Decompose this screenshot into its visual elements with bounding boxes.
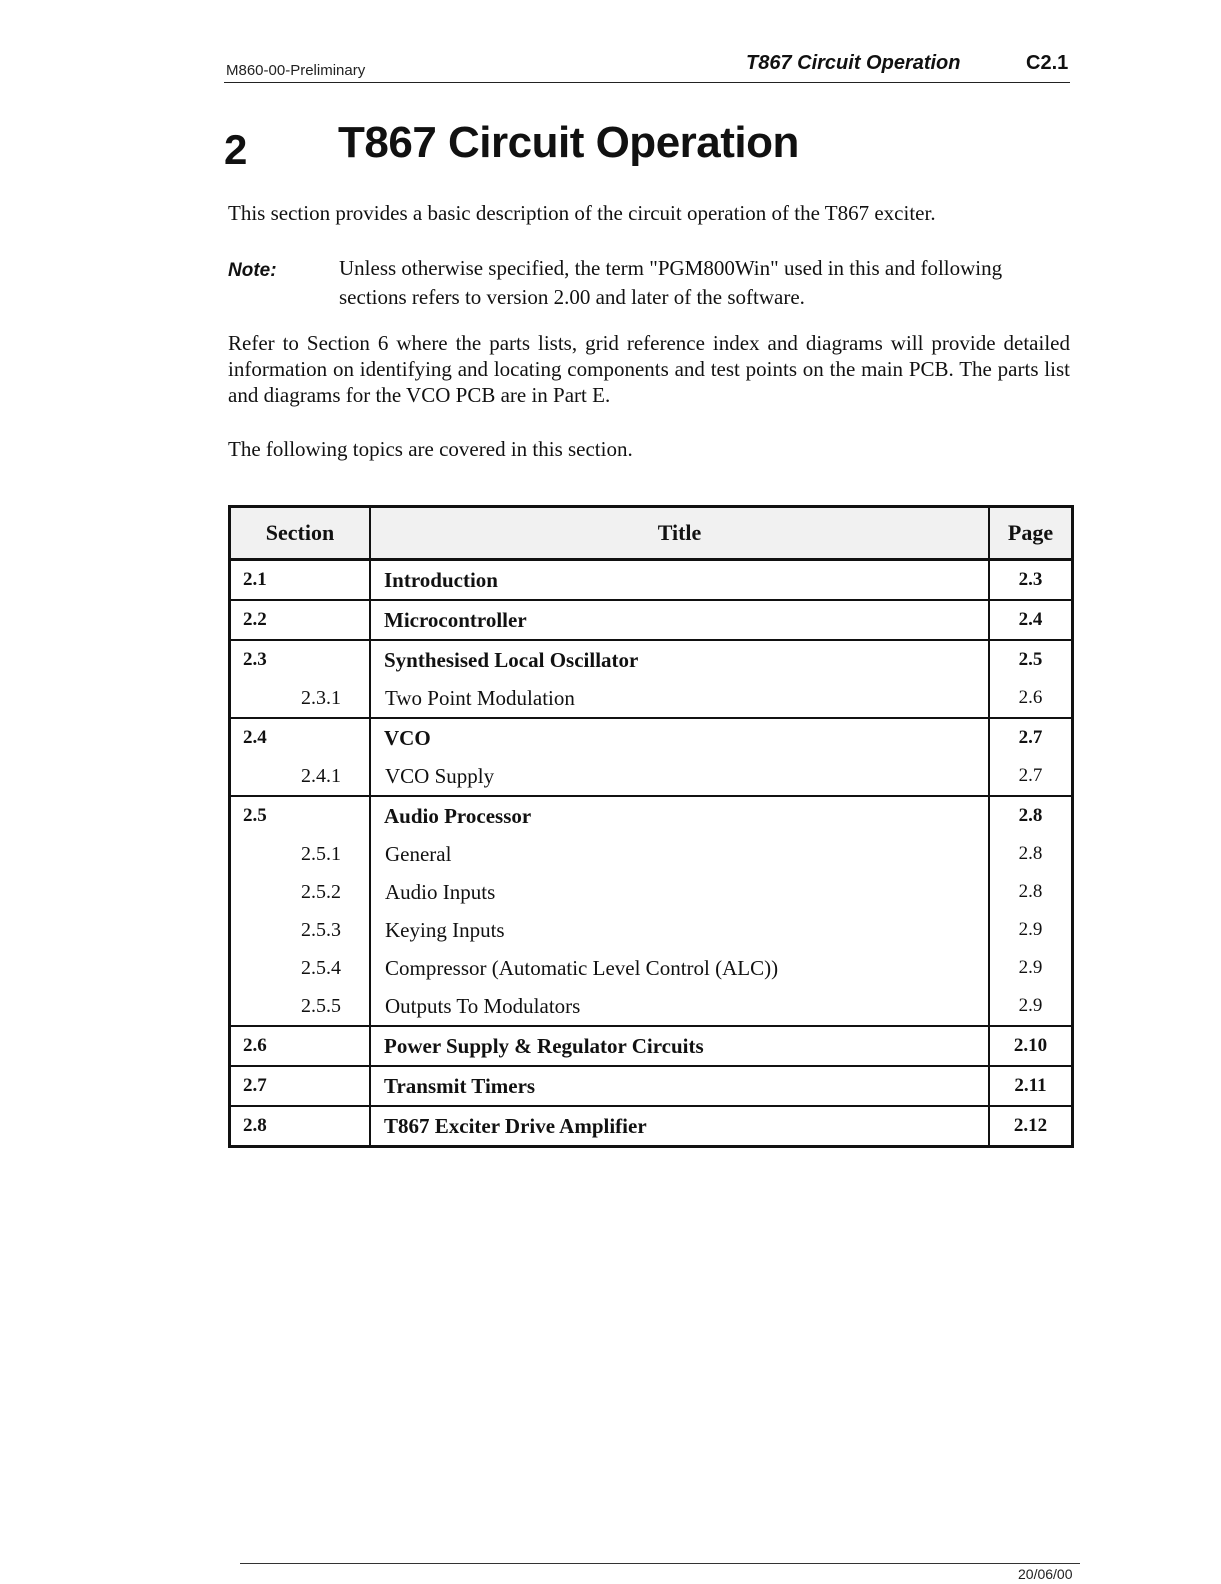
section-title-cell: Audio Processor bbox=[370, 796, 989, 835]
table-row bbox=[230, 679, 1073, 718]
table-row bbox=[230, 600, 1073, 640]
page-number-cell: 2.12 bbox=[989, 1106, 1073, 1147]
table-row bbox=[230, 949, 1073, 987]
page-number-cell: 2.8 bbox=[989, 873, 1073, 911]
section-title-cell: VCO Supply bbox=[370, 757, 989, 796]
section-number-cell: 2.5.5 bbox=[230, 987, 371, 1026]
chapter-title: T867 Circuit Operation bbox=[338, 118, 799, 167]
section-title-cell: Two Point Modulation bbox=[370, 679, 989, 718]
page-number-cell: 2.7 bbox=[989, 718, 1073, 757]
section-title-cell: Transmit Timers bbox=[370, 1066, 989, 1106]
table-header-row bbox=[230, 507, 1073, 560]
section-title-cell: Synthesised Local Oscillator bbox=[370, 640, 989, 679]
section-title-cell: General bbox=[370, 835, 989, 873]
chapter-number: 2 bbox=[224, 126, 248, 173]
section-title-cell: Keying Inputs bbox=[370, 911, 989, 949]
section-number-cell: 2.5.4 bbox=[230, 949, 371, 987]
section-number-cell: 2.2 bbox=[230, 600, 371, 640]
section-title-cell: Compressor (Automatic Level Control (ALC)) bbox=[370, 949, 989, 987]
toc-group bbox=[230, 718, 1073, 796]
section-number-cell: 2.4.1 bbox=[230, 757, 371, 796]
page-reference: C2.1 bbox=[1026, 52, 1069, 74]
toc-group bbox=[230, 1066, 1073, 1106]
section-number-cell: 2.3 bbox=[230, 640, 371, 679]
page-number-cell: 2.10 bbox=[989, 1026, 1073, 1066]
page-number-cell: 2.5 bbox=[989, 640, 1073, 679]
toc-group bbox=[230, 600, 1073, 640]
page-number-cell: 2.8 bbox=[989, 796, 1073, 835]
section-title-cell: Power Supply & Regulator Circuits bbox=[370, 1026, 989, 1066]
toc-group bbox=[230, 1026, 1073, 1066]
document-id: M860-00-Preliminary bbox=[226, 62, 366, 79]
table-row bbox=[230, 911, 1073, 949]
page-number-cell: 2.7 bbox=[989, 757, 1073, 796]
header-title: Title bbox=[370, 507, 989, 560]
header-page: Page bbox=[989, 507, 1073, 560]
page-number-cell: 2.8 bbox=[989, 835, 1073, 873]
section-title-cell: Outputs To Modulators bbox=[370, 987, 989, 1026]
header-section: Section bbox=[230, 507, 371, 560]
toc-group bbox=[230, 560, 1073, 601]
section-number-cell: 2.5.1 bbox=[230, 835, 371, 873]
intro-paragraph: This section provides a basic description of the circuit operation of the T867 exciter. bbox=[228, 201, 936, 225]
table-row bbox=[230, 640, 1073, 679]
page-number-cell: 2.9 bbox=[989, 987, 1073, 1026]
table-row bbox=[230, 757, 1073, 796]
section-number-cell: 2.5 bbox=[230, 796, 371, 835]
table-row bbox=[230, 560, 1073, 601]
section-title-cell: VCO bbox=[370, 718, 989, 757]
page-number-cell: 2.4 bbox=[989, 600, 1073, 640]
page-number-cell: 2.6 bbox=[989, 679, 1073, 718]
table-row bbox=[230, 1106, 1073, 1147]
table-row bbox=[230, 718, 1073, 757]
section-title-cell: Audio Inputs bbox=[370, 873, 989, 911]
note-text: Unless otherwise specified, the term "PGM800Win" used in this and following sections refers to version 2.00 and later of the software. bbox=[339, 256, 1003, 309]
header-rule bbox=[224, 82, 1070, 83]
section-number-cell: 2.6 bbox=[230, 1026, 371, 1066]
section-number-cell: 2.3.1 bbox=[230, 679, 371, 718]
section-title-cell: Introduction bbox=[370, 560, 989, 601]
contents-table bbox=[228, 505, 1074, 1148]
table-row bbox=[230, 987, 1073, 1026]
toc-group bbox=[230, 796, 1073, 1026]
page-number-cell: 2.9 bbox=[989, 949, 1073, 987]
table-row bbox=[230, 835, 1073, 873]
running-section-title: T867 Circuit Operation bbox=[746, 52, 961, 74]
section-number-cell: 2.8 bbox=[230, 1106, 371, 1147]
table-row bbox=[230, 873, 1073, 911]
section-number-cell: 2.7 bbox=[230, 1066, 371, 1106]
footer-date: 20/06/00 bbox=[1018, 1566, 1073, 1582]
page-number-cell: 2.11 bbox=[989, 1066, 1073, 1106]
footer-rule bbox=[240, 1563, 1080, 1564]
section-title-cell: T867 Exciter Drive Amplifier bbox=[370, 1106, 989, 1147]
section-number-cell: 2.1 bbox=[230, 560, 371, 601]
page-number-cell: 2.9 bbox=[989, 911, 1073, 949]
section-number-cell: 2.4 bbox=[230, 718, 371, 757]
reference-paragraph: Refer to Section 6 where the parts lists, grid reference index and diagrams will provide detailed information on identifying and locating components and test points on the main PCB. The parts list and diagrams for the VCO PCB are in Part E. bbox=[228, 331, 1070, 407]
section-number-cell: 2.5.2 bbox=[230, 873, 371, 911]
table-row bbox=[230, 796, 1073, 835]
table-row bbox=[230, 1066, 1073, 1106]
page-number-cell: 2.3 bbox=[989, 560, 1073, 601]
section-title-cell: Microcontroller bbox=[370, 600, 989, 640]
toc-group bbox=[230, 640, 1073, 718]
note-label: Note: bbox=[228, 260, 277, 281]
table-row bbox=[230, 1026, 1073, 1066]
toc-group bbox=[230, 1106, 1073, 1147]
section-number-cell: 2.5.3 bbox=[230, 911, 371, 949]
topics-intro: The following topics are covered in this section. bbox=[228, 437, 633, 461]
